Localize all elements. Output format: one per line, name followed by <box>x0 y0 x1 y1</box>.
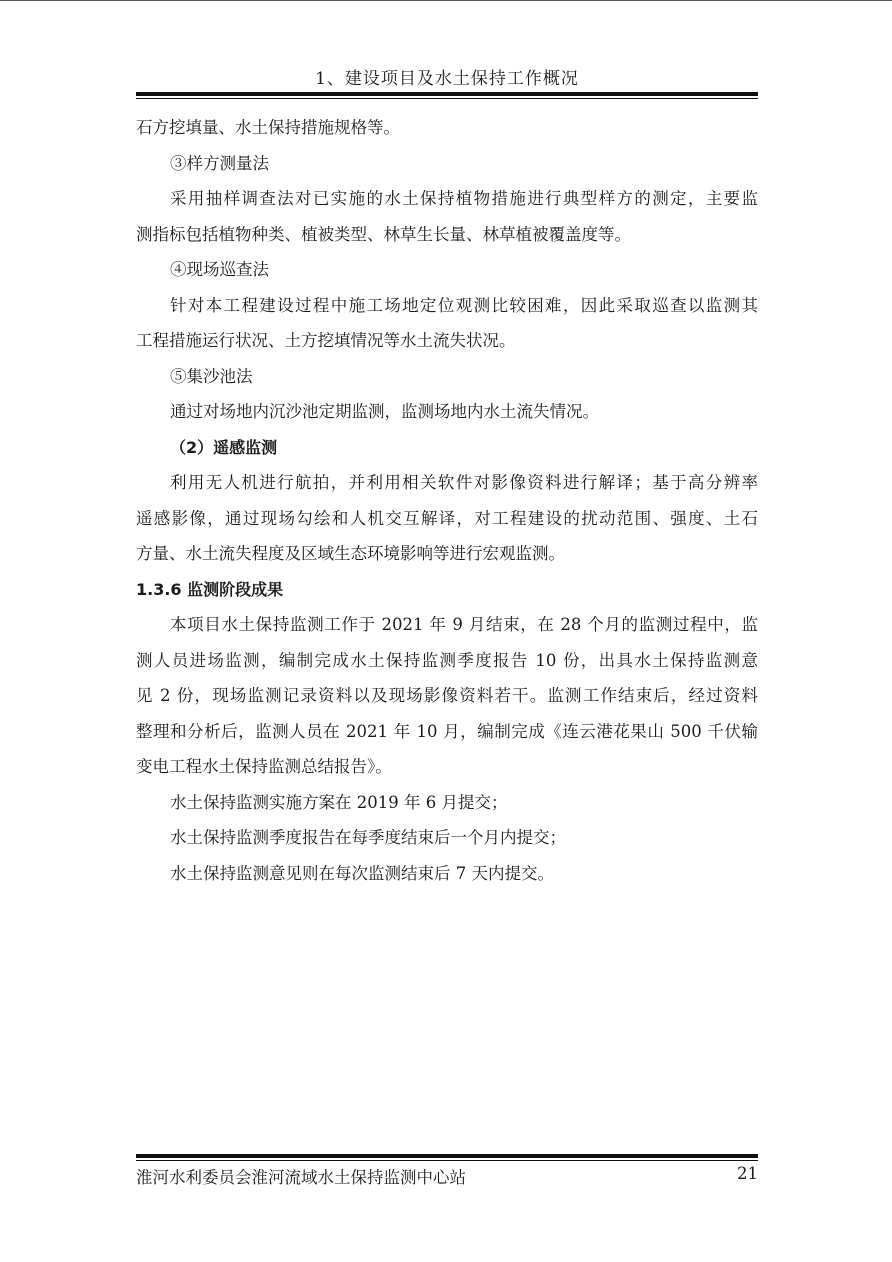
subsection-heading-remote-sensing: （2）遥感监测 <box>170 437 278 457</box>
section-heading-1-3-6: 1.3.6 监测阶段成果 <box>136 579 284 599</box>
paragraph-line: 整理和分析后，监测人员在 2021 年 10 月，编制完成《连云港花果山 500 千伏输 <box>136 721 758 741</box>
paragraph-line: 见 2 份，现场监测记录资料以及现场影像资料若干。监测工作结束后，经过资料 <box>136 686 758 705</box>
running-header: 1、建设项目及水土保持工作概况 <box>315 69 579 89</box>
paragraph-line: 针对本工程建设过程中施工场地定位观测比较困难，因此采取巡查以监测其 <box>170 295 758 315</box>
paragraph-line: 水土保持监测季度报告在每季度结束后一个月内提交； <box>170 828 566 847</box>
header-rule-thick <box>136 92 758 96</box>
paragraph-line: 石方挖填量、水土保持措施规格等。 <box>136 118 400 137</box>
footer-organization: 淮河水利委员会淮河流域水土保持监测中心站 <box>136 1168 466 1187</box>
paragraph-line: 利用无人机进行航拍，并利用相关软件对影像资料进行解译；基于高分辨率 <box>170 473 758 492</box>
paragraph-line: 通过对场地内沉沙池定期监测，监测场地内水土流失情况。 <box>170 402 599 421</box>
paragraph-line: 工程措施运行状况、土方挖填情况等水土流失状况。 <box>136 331 516 350</box>
method-heading-sediment-pond: ⑤集沙池法 <box>170 366 253 386</box>
header-rule-thin <box>136 98 758 99</box>
page-body <box>136 110 758 891</box>
paragraph-line: 测人员进场监测，编制完成水土保持监测季度报告 10 份，出具水土保持监测意 <box>136 650 758 670</box>
paragraph-line: 采用抽样调查法对已实施的水土保持植物措施进行典型样方的测定，主要监 <box>170 189 758 208</box>
running-footer <box>136 1164 758 1188</box>
paragraph-line: 本项目水土保持监测工作于 2021 年 9 月结束，在 28 个月的监测过程中，监 <box>170 615 758 634</box>
paragraph-line: 水土保持监测意见则在每次监测结束后 7 天内提交。 <box>170 863 554 883</box>
paragraph-line: 遥感影像，通过现场勾绘和人机交互解译，对工程建设的扰动范围、强度、土石 <box>136 508 758 528</box>
method-heading-sample-plot: ③样方测量法 <box>170 153 269 173</box>
footer-rule-thick <box>136 1154 758 1158</box>
method-heading-field-patrol: ④现场巡查法 <box>170 260 269 279</box>
page-number: 21 <box>737 1164 758 1183</box>
paragraph-line: 水土保持监测实施方案在 2019 年 6 月提交； <box>170 792 508 812</box>
footer-rule-thin <box>136 1160 758 1161</box>
paragraph-line: 变电工程水土保持监测总结报告》。 <box>136 757 392 776</box>
paragraph-line: 方量、水土流失程度及区域生态环境影响等进行宏观监测。 <box>136 544 565 563</box>
paragraph-line: 测指标包括植物种类、植被类型、林草生长量、林草植被覆盖度等。 <box>136 224 631 244</box>
